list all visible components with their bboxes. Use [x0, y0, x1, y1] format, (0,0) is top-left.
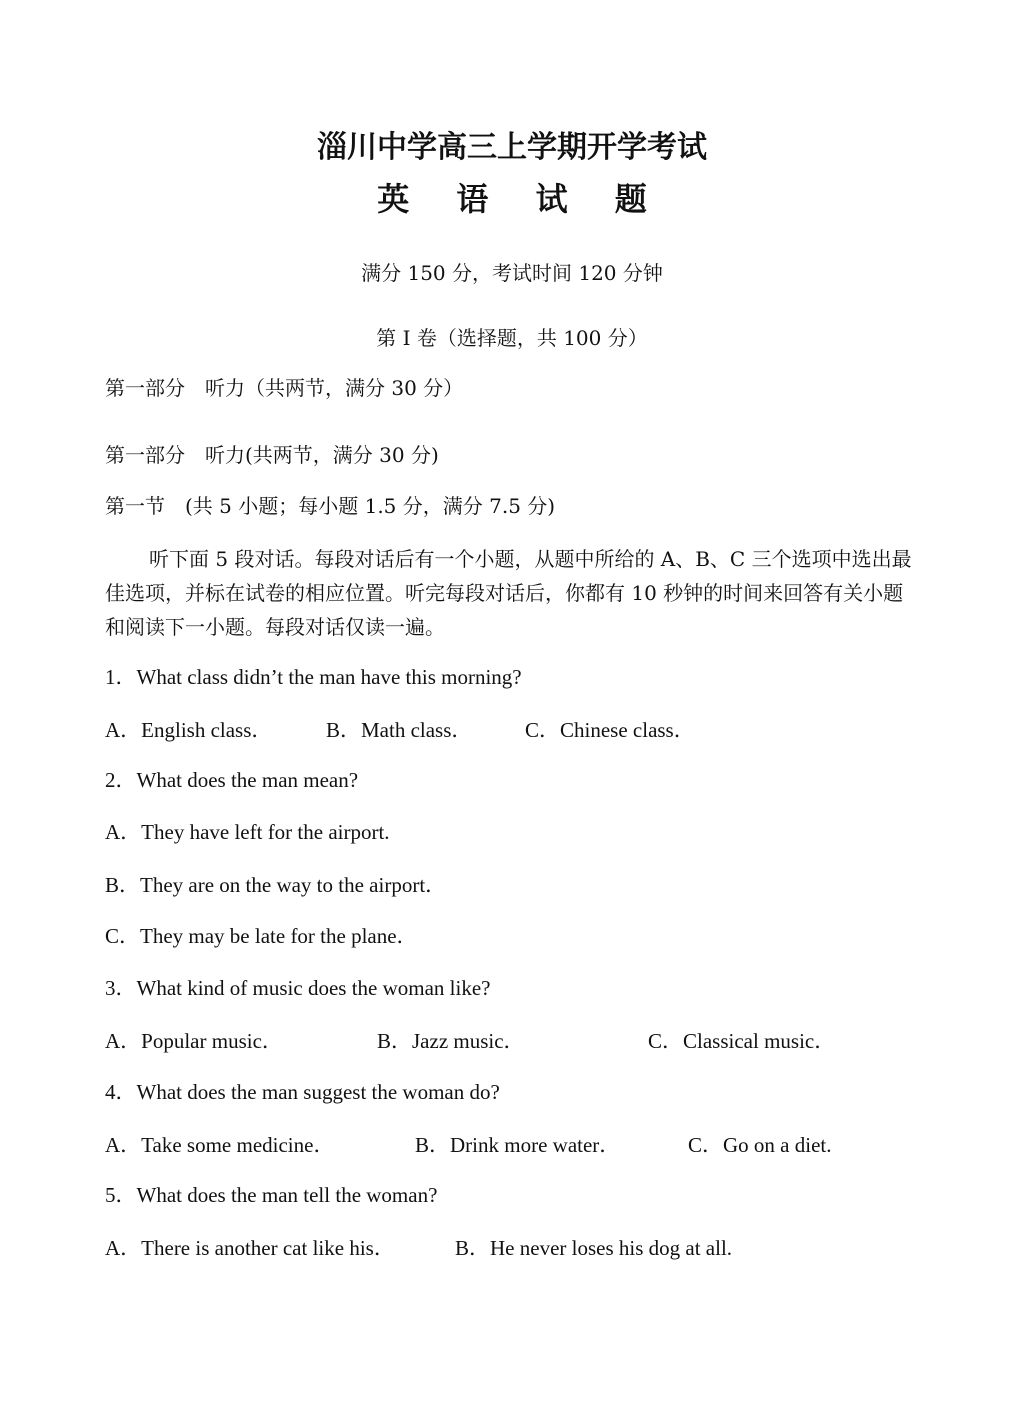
section-heading: 第一节 (共 5 小题；每小题 1.5 分，满分 7.5 分)	[105, 494, 556, 518]
option-c: C．Chinese class．	[525, 718, 695, 742]
question-stem: 3．What kind of music does the woman like?	[105, 976, 491, 1000]
option-b: B．Math class．	[326, 718, 473, 742]
question-stem: 5．What does the man tell the woman?	[105, 1183, 438, 1207]
option-a: A．They have left for the airport.	[105, 820, 390, 844]
question-stem: 1．What class didn’t the man have this morning?	[105, 665, 522, 689]
question-stem: 4．What does the man suggest the woman do?	[105, 1080, 500, 1104]
instructions-paragraph: 听下面 5 段对话。每段对话后有一个小题，从题中所给的 A、B、C 三个选项中选出最佳选项，并标在试卷的相应位置。听完每段对话后，你都有 10 秒钟的时间来回答有关小题和阅读下一小题。每段对话仅读一遍。	[105, 547, 912, 639]
part-heading-listening: 第一部分 听力（共两节，满分 30 分）	[105, 376, 464, 400]
exam-title: 淄川中学高三上学期开学考试	[317, 130, 707, 165]
option-a: A．English class．	[105, 718, 273, 742]
option-c: C．Go on a diet.	[688, 1133, 832, 1157]
score-info: 满分 150 分，考试时间 120 分钟	[361, 261, 663, 285]
option-c: C．They may be late for the plane．	[105, 924, 418, 948]
part-heading-listening-repeat: 第一部分 听力(共两节，满分 30 分)	[105, 443, 439, 467]
option-b: B．They are on the way to the airport．	[105, 873, 447, 897]
question-stem: 2．What does the man mean?	[105, 768, 359, 792]
option-a: A．Take some medicine．	[105, 1133, 335, 1157]
option-b: B．Drink more water．	[415, 1133, 621, 1157]
option-c: C．Classical music．	[648, 1029, 836, 1053]
exam-subtitle: 英 语 试 题	[377, 180, 665, 218]
option-a: A．Popular music．	[105, 1029, 283, 1053]
volume-heading: 第 I 卷（选择题，共 100 分）	[376, 326, 648, 350]
option-a: A．There is another cat like his．	[105, 1236, 395, 1260]
option-b: B．He never loses his dog at all.	[455, 1236, 733, 1260]
option-b: B．Jazz music．	[377, 1029, 525, 1053]
